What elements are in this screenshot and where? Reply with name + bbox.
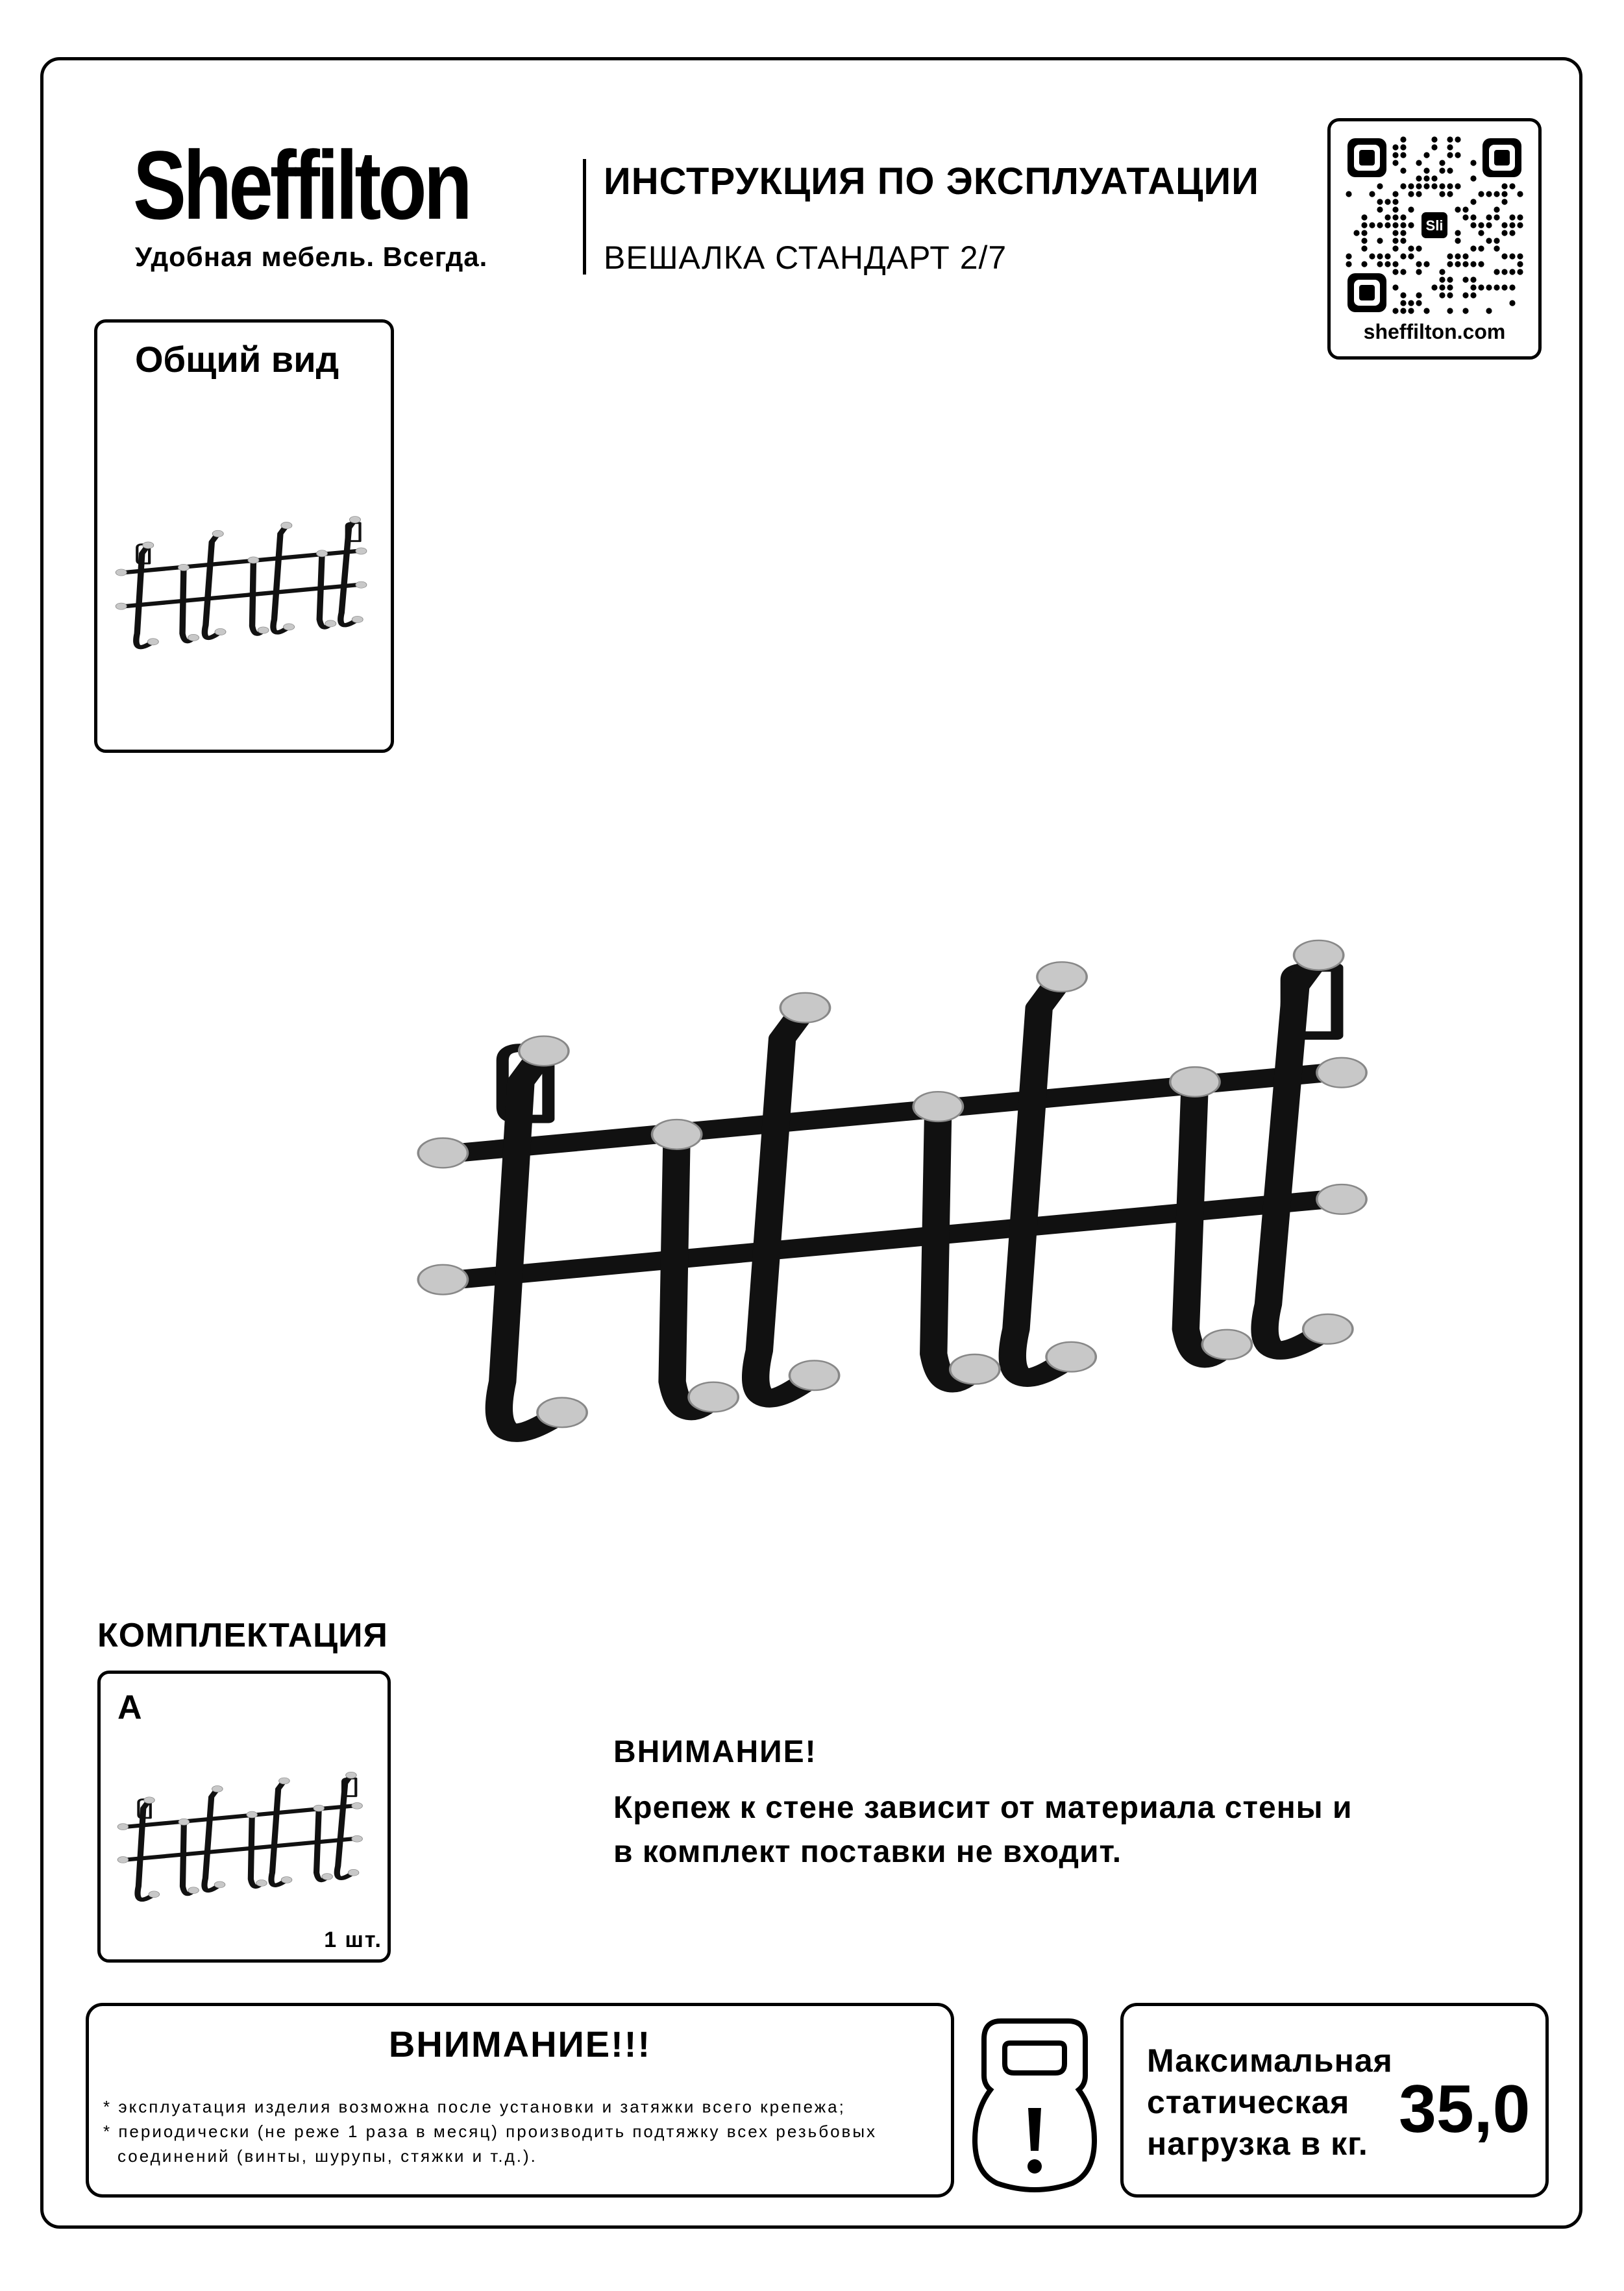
website-link[interactable]: sheffilton.com — [1363, 320, 1506, 343]
header-divider — [583, 159, 586, 275]
weight-warning-icon — [975, 2013, 1094, 2190]
hanger-rack-icon — [116, 1765, 376, 1920]
hanger-rack-icon — [114, 504, 380, 673]
kit-panel — [97, 1671, 391, 1963]
document-title: ИНСТРУКЦИЯ ПО ЭКСПЛУАТАЦИИ — [604, 160, 1259, 202]
kit-item-letter: А — [117, 1689, 142, 1726]
overview-panel — [94, 319, 394, 753]
load-label-line: нагрузка в кг. — [1147, 2126, 1368, 2162]
warning-panel — [86, 2003, 954, 2198]
kit-heading: КОМПЛЕКТАЦИЯ — [97, 1617, 388, 1654]
notice-line: в комплект поставки не входит. — [613, 1835, 1122, 1869]
warning-line: * эксплуатация изделия возможна после установки и затяжки всего крепежа; — [103, 2097, 846, 2116]
load-label-line: статическая — [1147, 2084, 1350, 2120]
warning-line: соединений (винты, шурупы, стяжки и т.д.). — [117, 2146, 537, 2166]
qr-panel — [1327, 118, 1542, 360]
warning-title: ВНИМАНИЕ!!! — [388, 2024, 652, 2064]
kit-quantity: 1 шт. — [324, 1928, 382, 1952]
warning-line: * периодически (не реже 1 раза в месяц) производить подтяжку всех резьбовых — [103, 2122, 878, 2141]
load-panel — [1120, 2003, 1549, 2198]
product-name: ВЕШАЛКА СТАНДАРТ 2/7 — [604, 239, 1007, 276]
brand-logo: Sheffilton — [133, 130, 469, 239]
notice-text — [613, 1786, 1353, 1874]
max-load-value: 35,0 — [1399, 2072, 1531, 2147]
overview-title: Общий вид — [135, 339, 339, 380]
hanger-rack-illustration — [363, 935, 1467, 1493]
load-label-line: Максимальная — [1147, 2042, 1393, 2079]
notice-line: Крепеж к стене зависит от материала стены и — [613, 1791, 1353, 1825]
qr-code-icon — [1345, 136, 1524, 315]
brand-tagline: Удобная мебель. Всегда. — [135, 241, 488, 272]
qr-center-label: Sli — [1425, 217, 1444, 234]
notice-heading: ВНИМАНИЕ! — [613, 1735, 817, 1769]
load-label — [1147, 2040, 1393, 2164]
